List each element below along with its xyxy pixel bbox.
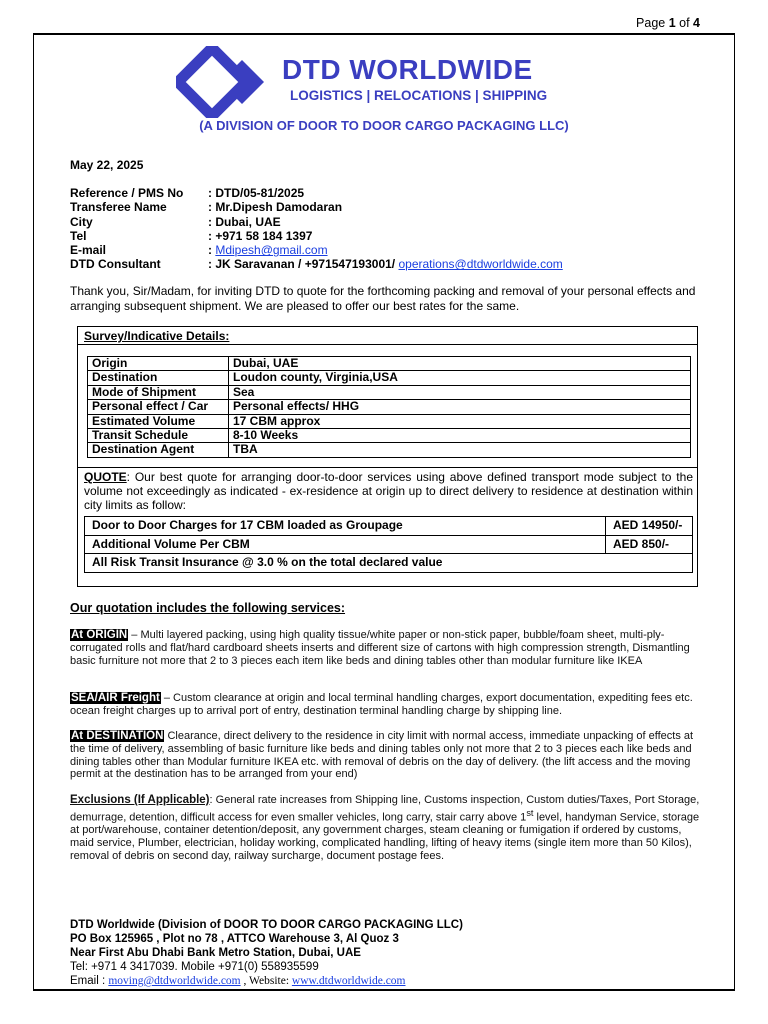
table-row: Additional Volume Per CBM AED 850/-: [85, 535, 693, 554]
diamond-logo-icon: [176, 46, 276, 118]
footer-email-link[interactable]: moving@dtdworldwide.com: [108, 975, 241, 987]
letter-date: May 22, 2025: [70, 158, 144, 172]
quote-text: QUOTE: Our best quote for arranging door-to-door services using above defined transport mode subject to the volume not exceedingly as indicated - ex-residence at origin up to direct delivery to residence at destination within city limits as follow:: [84, 470, 693, 512]
origin-paragraph: At ORIGIN – Multi layered packing, using high quality tissue/white paper or non-stick paper, bubble/foam sheet, multi-ply-corrugated rolls and flat/hard cardboard sheets inserts and different size of cartons with high compression strength, Dismantling basic furniture not more that 2 to 3 pieces each item like beds and dining tables other than modular furniture like IKEA: [70, 629, 690, 667]
email-link[interactable]: Mdipesh@gmail.com: [215, 243, 328, 258]
page-number: Page 1 of 4: [636, 16, 700, 30]
table-row: Mode of Shipment Sea: [88, 385, 691, 399]
table-row: Door to Door Charges for 17 CBM loaded as Groupage AED 14950/-: [85, 517, 693, 536]
consultant-email-link[interactable]: operations@dtdworldwide.com: [398, 257, 563, 272]
info-row-reference: Reference / PMS No : DTD/05-81/2025: [70, 186, 305, 200]
company-logo: [176, 46, 596, 118]
company-tagline: LOGISTICS | RELOCATIONS | SHIPPING: [290, 88, 548, 103]
divider: [78, 344, 697, 345]
info-row-tel: Tel : +971 58 184 1397: [70, 228, 313, 243]
division-line: (A DIVISION OF DOOR TO DOOR CARGO PACKAGING LLC): [199, 118, 569, 133]
survey-title: Survey/Indicative Details:: [84, 329, 230, 343]
info-row-email: E-mail : Mdipesh@gmail.com: [70, 243, 328, 258]
info-row-transferee: Transferee Name : Mr.Dipesh Damodaran: [70, 200, 343, 215]
company-name: DTD WORLDWIDE: [282, 54, 533, 85]
survey-box: [77, 326, 698, 587]
services-title: Our quotation includes the following services:: [70, 601, 346, 615]
table-row: Destination Agent TBA: [88, 443, 691, 457]
table-row: Estimated Volume 17 CBM approx: [88, 414, 691, 428]
exclusions-paragraph: Exclusions (If Applicable): General rate increases from Shipping line, Customs inspection, Custom duties/Taxes, Port Storage, demurrage, detention, difficult access for even smaller vehicles, long carry, stair carry above 1st level, handyman Service, storage at port/warehouse, container detention/deposit, any government charges, steam cleaning or fumigation if ordered by customs, maid service, Plumber, electrician, holiday working, complicated handling, lifting of heavy items (single item more than 50 Kilos), removal of debris on second day, railway surcharge, document postage fees.: [70, 794, 700, 862]
destination-paragraph: At DESTINATION Clearance, direct delivery to the residence in city limit with normal access, immediate unpacking of effects at the time of delivery, assembling of basic furniture like beds and dining tables only not more that 2 to 3 pieces each like beds and dining tables other than Modular furniture IKEA etc. with removal of debris on the day of delivery. (the lift access and the moving permit at the destination has to be arranged from your end): [70, 730, 694, 781]
recipient-info: [70, 186, 563, 272]
table-row: Origin Dubai, UAE: [88, 357, 691, 371]
website-link[interactable]: www.dtdworldwide.com: [291, 975, 406, 987]
freight-paragraph: SEA/AIR Freight – Custom clearance at origin and local terminal handling charges, export documentation, expediting fees etc. ocean freight charges up to arrival port of entry, destination terminal handling charge by shipping line.: [70, 692, 693, 717]
charges-table: [84, 516, 693, 573]
survey-details-table: [87, 356, 691, 458]
table-row: Destination Loudon county, Virginia,USA: [88, 371, 691, 385]
footer: DTD Worldwide (Division of DOOR TO DOOR CARGO PACKAGING LLC) PO Box 125965 , Plot no 78 , ATTCO Warehouse 3, Al Quoz 3 Near First Abu Dhabi Bank Metro Station, Dubai, UAE Tel: +971 4 3417039. Mobile +971(0) 558935599 Email : moving@dtdworldwide.com , Website: www.dtdworldwide.com: [70, 919, 463, 987]
table-row: Transit Schedule 8-10 Weeks: [88, 429, 691, 443]
table-row: Personal effect / Car Personal effects/ HHG: [88, 400, 691, 414]
intro-paragraph: Thank you, Sir/Madam, for inviting DTD to quote for the forthcoming packing and removal of your personal effects and arranging subsequent shipment. We are pleased to offer our best rates for the same.: [70, 284, 696, 313]
table-row: All Risk Transit Insurance @ 3.0 % on the total declared value: [85, 554, 693, 573]
divider: [78, 467, 697, 468]
info-row-city: City : Dubai, UAE: [70, 214, 281, 229]
info-row-consultant: DTD Consultant : JK Saravanan / +971547193001/ operations@dtdworldwide.com: [70, 257, 563, 272]
